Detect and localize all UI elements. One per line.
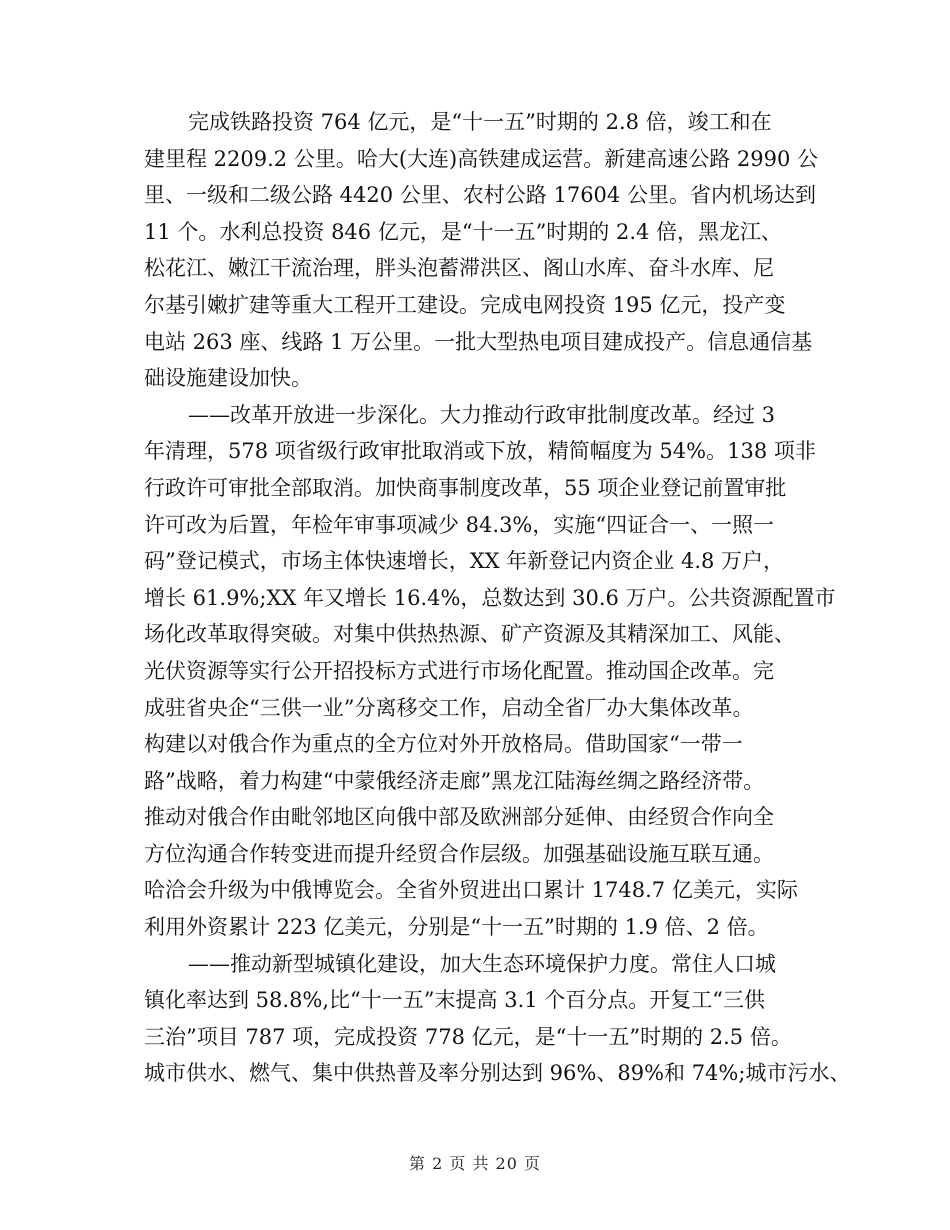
text-line: 哈洽会升级为中俄博览会。全省外贸进出口累计 1748.7 亿美元，实际	[144, 878, 798, 903]
text-line: 构建以对俄合作为重点的全方位对外开放格局。借助国家“一带一	[144, 732, 743, 757]
text-line: 建里程 2209.2 公里。哈大(大连)高铁建成运营。新建高速公路 2990 公	[144, 146, 819, 171]
text-line: 础设施建设加快。	[144, 366, 312, 391]
text-line: 电站 263 座、线路 1 万公里。一批大型热电项目建成投产。信息通信基	[144, 329, 813, 354]
text-line: 成驻省央企“三供一业”分离移交工作，启动全省厂办大集体改革。	[144, 695, 754, 720]
text-line: 尔基引嫩扩建等重大工程开工建设。完成电网投资 195 亿元，投产变	[144, 292, 786, 317]
body-text	[144, 104, 851, 1092]
text-line: 镇化率达到 58.8%,比“十一五”末提高 3.1 个百分点。开复工“三供	[144, 988, 766, 1013]
text-line: 11 个。水利总投资 846 亿元，是“十一五”时期的 2.4 倍，黑龙江、	[144, 219, 783, 244]
text-line: ——推动新型城镇化建设，加大生态环境保护力度。常住人口城	[188, 951, 776, 976]
text-line: 增长 61.9%;XX 年又增长 16.4%，总数达到 30.6 万户。公共资源配置市	[144, 585, 836, 610]
text-line: 行政许可审批全部取消。加快商事制度改革，55 项企业登记前置审批	[144, 475, 787, 500]
text-line: ——改革开放进一步深化。大力推动行政审批制度改革。经过 3	[188, 402, 776, 427]
text-line: 方位沟通合作转变进而提升经贸合作层级。加强基础设施互联互通。	[144, 841, 774, 866]
text-line: 完成铁路投资 764 亿元，是“十一五”时期的 2.8 倍，竣工和在	[188, 110, 772, 134]
text-line: 许可改为后置，年检年审事项减少 84.3%，实施“四证合一、一照一	[144, 512, 775, 537]
text-line: 年清理，578 项省级行政审批取消或下放，精简幅度为 54%。138 项非	[144, 439, 816, 464]
text-line: 场化改革取得突破。对集中供热热源、矿产资源及其精深加工、风能、	[144, 622, 795, 647]
text-line: 里、一级和二级公路 4420 公里、农村公路 17604 公里。省内机场达到	[144, 183, 816, 208]
text-line: 光伏资源等实行公开招投标方式进行市场化配置。推动国企改革。完	[144, 658, 774, 683]
text-line: 城市供水、燃气、集中供热普及率分别达到 96%、89%和 74%;城市污水、	[144, 1061, 851, 1086]
text-line: 松花江、嫩江干流治理，胖头泡蓄滞洪区、阁山水库、奋斗水库、尼	[144, 256, 774, 281]
text-line: 三治”项目 787 项，完成投资 778 亿元，是“十一五”时期的 2.5 倍。	[144, 1024, 792, 1049]
text-line: 码”登记模式，市场主体快速增长，XX 年新登记内资企业 4.8 万户，	[144, 549, 785, 574]
text-line: 路”战略，着力构建“中蒙俄经济走廊”黑龙江陆海丝绸之路经济带。	[144, 768, 765, 793]
text-line: 推动对俄合作由毗邻地区向俄中部及欧洲部分延伸、由经贸合作向全	[144, 805, 774, 830]
text-line: 利用外资累计 223 亿美元，分别是“十一五”时期的 1.9 倍、2 倍。	[144, 915, 769, 940]
page-number-footer: 第 2 页 共 20 页	[409, 1154, 541, 1173]
